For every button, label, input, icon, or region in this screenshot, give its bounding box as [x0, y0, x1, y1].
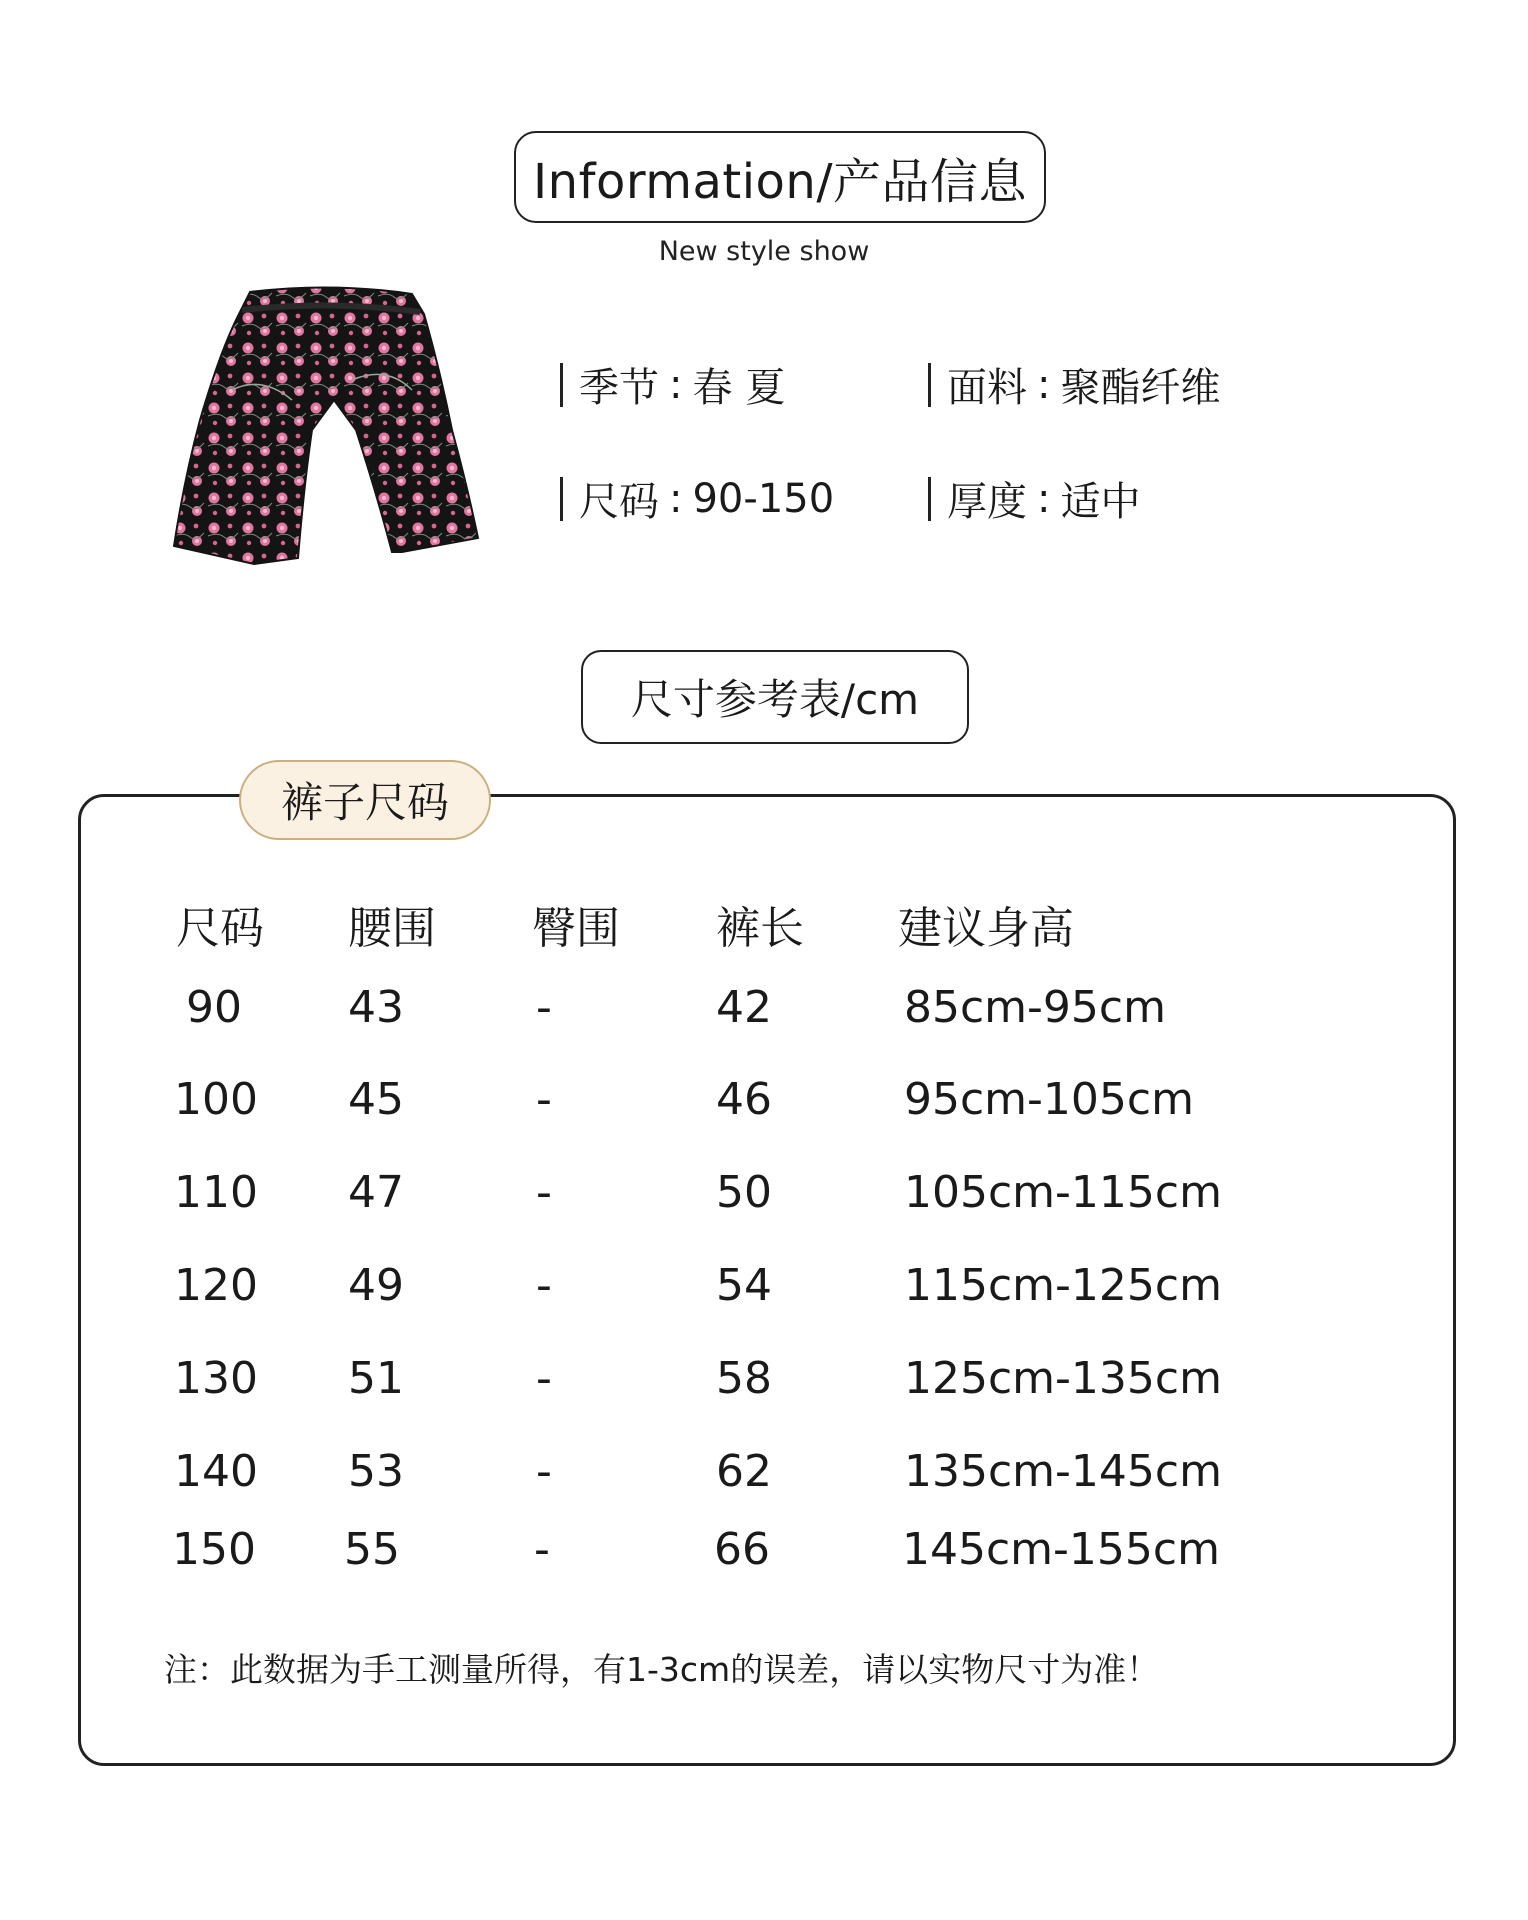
table-cell: 105cm-115cm	[904, 1167, 1222, 1218]
table-cell: 145cm-155cm	[902, 1524, 1220, 1575]
table-cell: 62	[716, 1446, 772, 1497]
divider-bar	[560, 363, 563, 407]
measurement-note: 注：此数据为手工测量所得，有1-3cm的误差，请以实物尺寸为准！	[164, 1650, 1160, 1689]
table-cell: 66	[714, 1524, 770, 1575]
table-cell: 51	[348, 1353, 404, 1404]
pants-size-tab: 裤子尺码	[239, 760, 491, 840]
column-header-waist: 腰围	[348, 903, 436, 954]
attribute-fabric	[928, 356, 1220, 413]
table-cell: -	[536, 1074, 552, 1125]
table-cell: -	[534, 1524, 550, 1575]
table-cell: 140	[174, 1446, 258, 1497]
table-cell: 135cm-145cm	[904, 1446, 1222, 1497]
attribute-value: 适中	[1060, 479, 1141, 525]
column-header-size: 尺码	[176, 903, 264, 954]
size-chart-heading: 尺寸参考表/cm	[581, 650, 969, 744]
table-cell: 58	[716, 1353, 772, 1404]
table-cell: -	[536, 1353, 552, 1404]
table-cell: 55	[344, 1524, 400, 1575]
attribute-separator: :	[669, 361, 683, 408]
table-cell: -	[536, 1260, 552, 1311]
attribute-separator: :	[1037, 475, 1051, 522]
attribute-value: 90-150	[692, 475, 835, 522]
table-cell: 49	[348, 1260, 404, 1311]
table-cell: 46	[716, 1074, 772, 1125]
floral-shorts-illustration	[172, 280, 482, 565]
column-header-length: 裤长	[716, 903, 804, 954]
table-cell: 50	[716, 1167, 772, 1218]
table-cell: 115cm-125cm	[904, 1260, 1222, 1311]
table-cell: 54	[716, 1260, 772, 1311]
table-cell: -	[536, 1446, 552, 1497]
table-cell: 43	[348, 982, 404, 1033]
attribute-size	[560, 470, 834, 527]
column-header-hip: 臀围	[532, 903, 620, 954]
attribute-value: 聚酯纤维	[1060, 365, 1221, 411]
divider-bar	[928, 363, 931, 407]
table-cell: 100	[174, 1074, 258, 1125]
table-cell: 150	[172, 1524, 256, 1575]
table-cell: -	[536, 982, 552, 1033]
attribute-label: 季节	[579, 365, 659, 411]
attribute-separator: :	[669, 475, 683, 522]
divider-bar	[928, 477, 931, 521]
attribute-separator: :	[1037, 361, 1051, 408]
table-cell: 90	[186, 982, 242, 1033]
page-subtitle: New style show	[658, 236, 870, 267]
table-cell: 130	[174, 1353, 258, 1404]
attribute-label: 面料	[947, 365, 1027, 411]
table-cell: 53	[348, 1446, 404, 1497]
page-title: Information/产品信息	[514, 131, 1046, 223]
table-cell: -	[536, 1167, 552, 1218]
attribute-season	[560, 356, 785, 413]
divider-bar	[560, 477, 563, 521]
attribute-thickness	[928, 470, 1140, 527]
column-header-height: 建议身高	[898, 903, 1074, 954]
table-cell: 42	[716, 982, 772, 1033]
table-cell: 125cm-135cm	[904, 1353, 1222, 1404]
table-cell: 47	[348, 1167, 404, 1218]
attribute-label: 尺码	[579, 479, 659, 525]
table-cell: 120	[174, 1260, 258, 1311]
table-cell: 45	[348, 1074, 404, 1125]
table-cell: 85cm-95cm	[904, 982, 1166, 1033]
attribute-value: 春 夏	[692, 365, 786, 411]
table-cell: 110	[174, 1167, 258, 1218]
table-cell: 95cm-105cm	[904, 1074, 1194, 1125]
attribute-label: 厚度	[947, 479, 1027, 525]
